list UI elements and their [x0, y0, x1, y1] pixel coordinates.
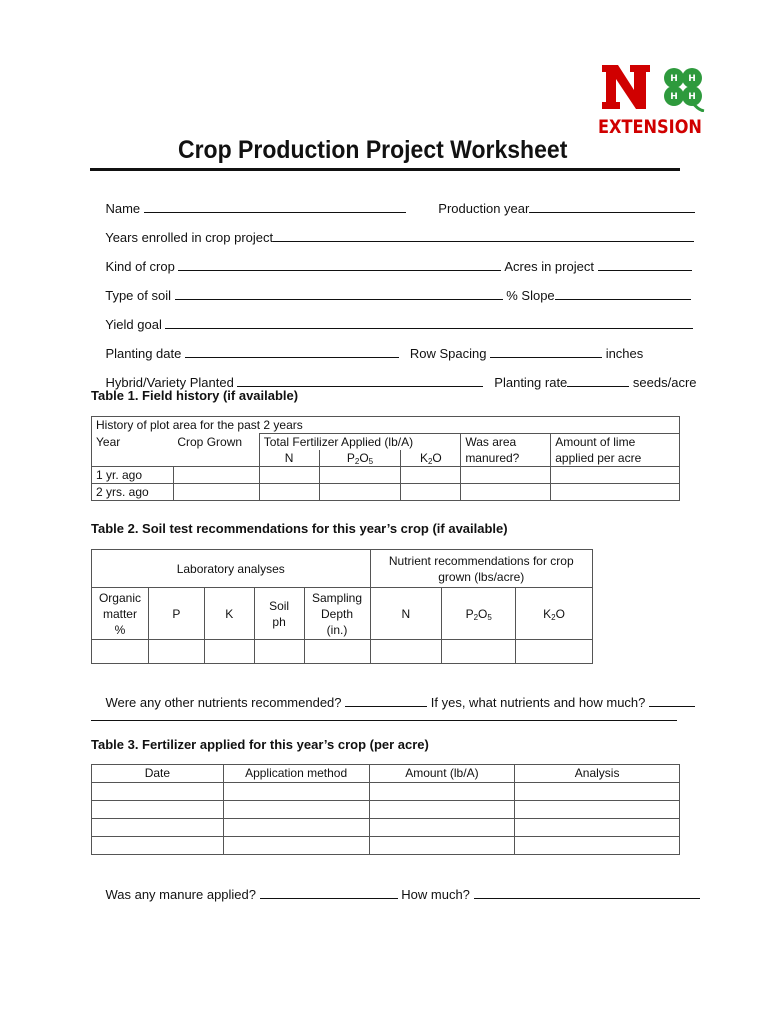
cell[interactable]	[369, 801, 515, 819]
kind-of-crop-field[interactable]	[178, 258, 501, 271]
col-k2o: $K_2O$	[401, 450, 461, 467]
cell[interactable]	[442, 640, 516, 664]
other-nutrients-q1: Were any other nutrients recommended?	[105, 695, 342, 710]
cell[interactable]	[259, 484, 319, 501]
cell[interactable]	[401, 467, 461, 484]
cell[interactable]	[173, 467, 259, 484]
clover-h-3: H	[670, 92, 678, 102]
cell[interactable]	[148, 640, 204, 664]
n-logo-icon	[600, 62, 652, 112]
table-row	[92, 783, 680, 801]
table1-title: Table 1. Field history (if available)	[91, 388, 299, 403]
manure-applied-field[interactable]	[260, 886, 398, 899]
col-fert: Total Fertilizer Applied (lb/A)	[259, 434, 461, 451]
name-label: Name	[105, 201, 141, 216]
col-n: N	[259, 450, 319, 467]
header-amount: Amount (lb/A)	[369, 765, 515, 783]
cell[interactable]	[259, 467, 319, 484]
table2-title: Table 2. Soil test recommendations for this year’s crop (if available)	[91, 521, 508, 536]
row-manure	[91, 870, 681, 919]
p2o5-header: $P_2O_5$	[442, 588, 516, 640]
slope-label: % Slope	[506, 288, 555, 303]
cell[interactable]	[92, 819, 224, 837]
acres-label: Acres in project	[504, 259, 594, 274]
acres-field[interactable]	[598, 258, 692, 271]
what-nutrients-field[interactable]	[649, 694, 695, 707]
table-row	[92, 640, 593, 664]
cell[interactable]	[516, 640, 593, 664]
cell[interactable]	[551, 467, 680, 484]
cell[interactable]	[319, 484, 401, 501]
cell[interactable]	[369, 783, 515, 801]
clover-h-1: H	[670, 74, 678, 84]
cell[interactable]	[254, 640, 304, 664]
cell[interactable]	[92, 837, 224, 855]
clover-h-2: H	[688, 74, 696, 84]
planting-rate-label: Planting rate	[494, 375, 568, 390]
type-of-soil-field[interactable]	[175, 287, 503, 300]
cell[interactable]	[369, 819, 515, 837]
cell[interactable]	[401, 484, 461, 501]
seeds-acre-label: seeds/acre	[632, 375, 697, 390]
soil-test-table	[91, 549, 593, 664]
table-row	[92, 801, 680, 819]
header-analysis: Analysis	[515, 765, 680, 783]
table3-title: Table 3. Fertilizer applied for this year’s crop (per acre)	[91, 737, 429, 752]
kind-of-crop-label: Kind of crop	[105, 259, 175, 274]
cell[interactable]	[461, 467, 551, 484]
production-year-field[interactable]	[529, 200, 695, 213]
k-header: K	[204, 588, 254, 640]
yield-goal-label: Yield goal	[105, 317, 162, 332]
page-title: Crop Production Project Worksheet	[178, 136, 568, 164]
col-crop: Crop Grown	[173, 434, 259, 451]
yield-goal-field[interactable]	[165, 316, 693, 329]
production-year-label: Production year	[438, 201, 530, 216]
cell[interactable]	[92, 783, 224, 801]
col-year: Year	[92, 434, 174, 451]
lab-header: Laboratory analyses	[92, 550, 371, 588]
cell[interactable]	[370, 640, 442, 664]
cell[interactable]	[461, 484, 551, 501]
extension-logo	[598, 62, 710, 144]
cell[interactable]	[319, 467, 401, 484]
years-enrolled-field[interactable]	[273, 229, 694, 242]
col-p2o5: $P_2O_5$	[319, 450, 401, 467]
manure-q2: How much?	[401, 887, 470, 902]
type-of-soil-label: Type of soil	[105, 288, 171, 303]
extension-wordmark: EXTENSION	[598, 116, 702, 138]
4h-clover-icon	[658, 64, 708, 112]
row-spacing-label: Row Spacing	[409, 346, 487, 361]
nutrients-continuation-line[interactable]	[91, 720, 677, 721]
planting-date-field[interactable]	[185, 345, 399, 358]
manure-amount-field[interactable]	[474, 886, 700, 899]
soil-ph-header: Soil ph	[254, 588, 304, 640]
name-field[interactable]	[144, 200, 406, 213]
cell[interactable]	[369, 837, 515, 855]
header-date: Date	[92, 765, 224, 783]
title-rule	[90, 168, 680, 171]
col-lime: Amount of lime applied per acre	[551, 434, 680, 467]
blank-cell	[92, 450, 174, 467]
col-manured: Was area manured?	[461, 434, 551, 467]
cell[interactable]	[92, 640, 149, 664]
k2o-header: $K_2O$	[516, 588, 593, 640]
fertilizer-applied-table	[91, 764, 680, 855]
cell[interactable]	[515, 801, 680, 819]
cell[interactable]	[515, 837, 680, 855]
cell[interactable]	[204, 640, 254, 664]
slope-field[interactable]	[555, 287, 691, 300]
hybrid-label: Hybrid/Variety Planted	[105, 375, 234, 390]
table-row	[92, 819, 680, 837]
table-row	[92, 837, 680, 855]
cell[interactable]	[515, 783, 680, 801]
cell[interactable]	[304, 640, 370, 664]
cell[interactable]	[515, 819, 680, 837]
header-method: Application method	[223, 765, 369, 783]
hybrid-field[interactable]	[237, 374, 483, 387]
nut-header: Nutrient recommendations for crop grown (lbs/acre)	[370, 550, 593, 588]
cell[interactable]	[551, 484, 680, 501]
planting-date-label: Planting date	[105, 346, 182, 361]
p-header: P	[148, 588, 204, 640]
organic-matter-header: Organic matter %	[92, 588, 149, 640]
row-label-2: 2 yrs. ago	[92, 484, 174, 501]
cell[interactable]	[223, 801, 369, 819]
n-header: N	[370, 588, 442, 640]
other-nutrients-q2: If yes, what nutrients and how much?	[430, 695, 646, 710]
years-enrolled-label: Years enrolled in crop project	[105, 230, 274, 245]
cell[interactable]	[223, 819, 369, 837]
cell[interactable]	[173, 484, 259, 501]
table-row	[92, 467, 680, 484]
field-history-table	[91, 416, 680, 501]
row-spacing-field[interactable]	[490, 345, 602, 358]
clover-h-4: H	[688, 92, 696, 102]
sampling-depth-header: Sampling Depth (in.)	[304, 588, 370, 640]
history-header: History of plot area for the past 2 years	[92, 417, 680, 434]
inches-label: inches	[605, 346, 644, 361]
cell[interactable]	[92, 801, 224, 819]
table-row	[92, 484, 680, 501]
blank-cell	[173, 450, 259, 467]
row-label-1: 1 yr. ago	[92, 467, 174, 484]
cell[interactable]	[223, 783, 369, 801]
manure-q1: Was any manure applied?	[105, 887, 257, 902]
other-nutrients-field[interactable]	[345, 694, 427, 707]
planting-rate-field[interactable]	[567, 374, 629, 387]
cell[interactable]	[223, 837, 369, 855]
